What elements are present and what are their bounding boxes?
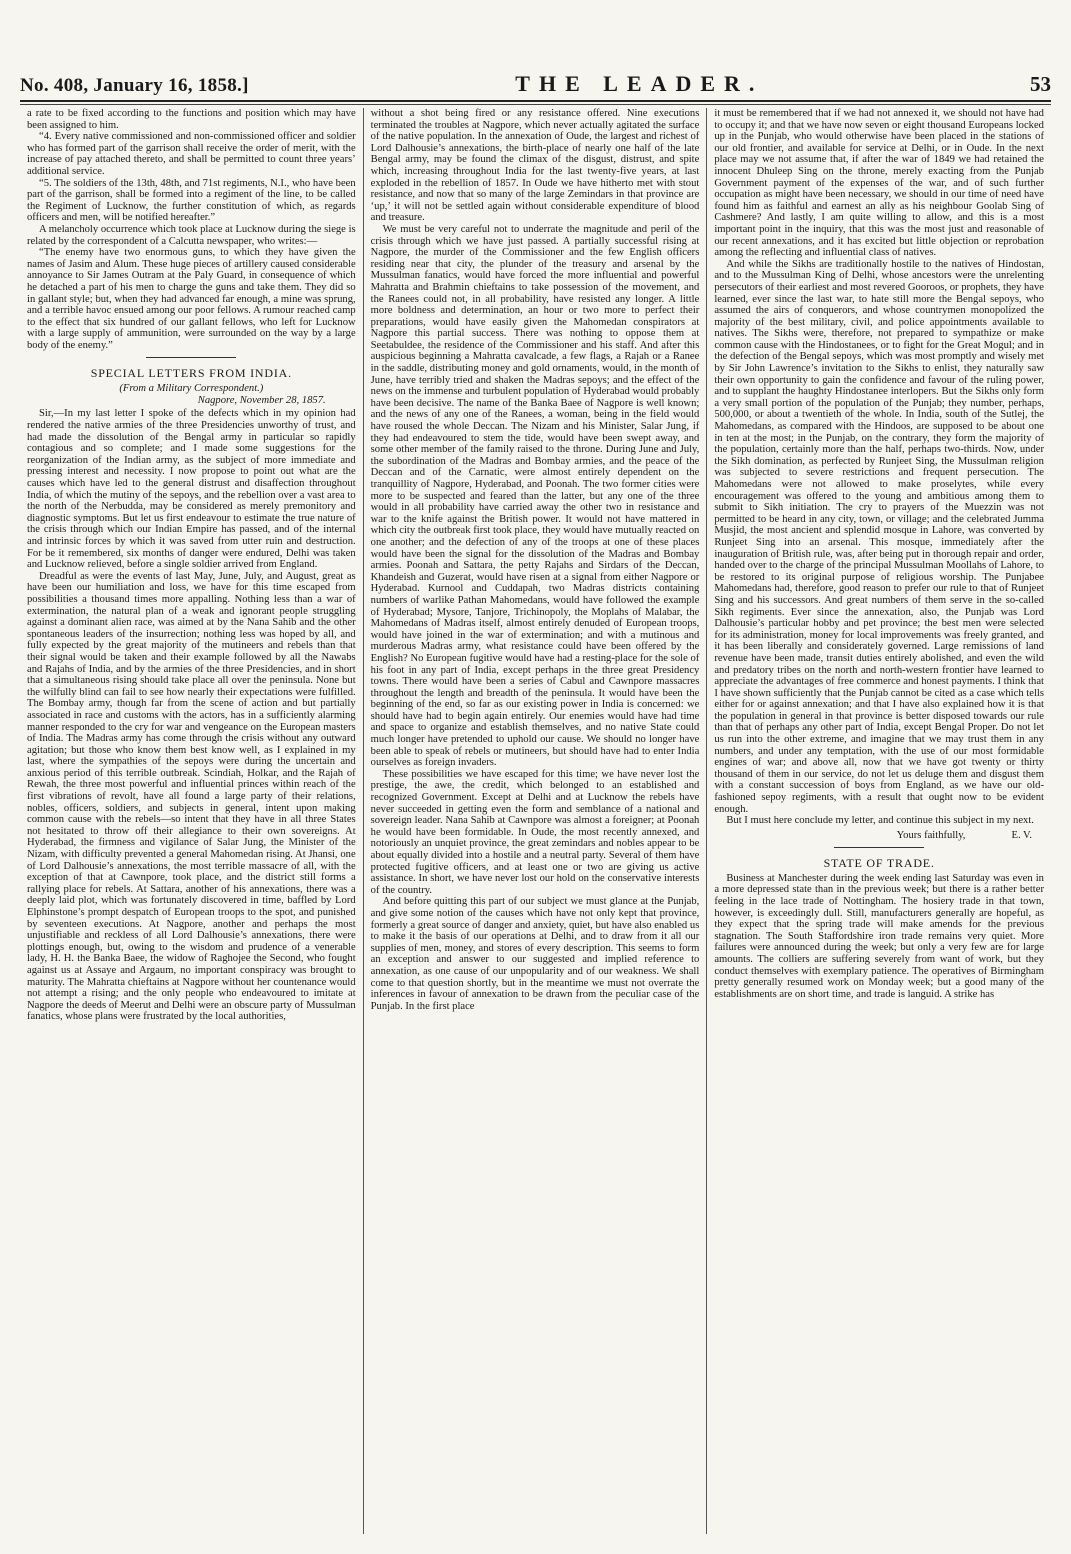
section-subheading: (From a Military Correspondent.) <box>119 383 264 395</box>
section-heading: STATE OF TRADE. <box>823 855 935 870</box>
column-1 <box>20 108 364 1534</box>
paragraph: But I must here conclude my letter, and continue this subject in my next. <box>726 815 1034 827</box>
paragraph: “5. The soldiers of the 13th, 48th, and 71st regiments, N.I., who have been part of the garrison, shall be formed into a regiment of the line, to be called the Regiment of Lucknow, the further constitution of which, as regards officers and men, will be notified hereafter.” <box>27 177 356 224</box>
dateline: Nagpore, November 28, 1857. <box>197 395 326 407</box>
paragraph: These possibilities we have escaped for this time; we have never lost the prestige, the awe, the credit, which belonged to an established and recognized Government. Except at Delhi and at Lucknow the rebels have never succeeded in getting even the form and semblance of a national and sovereign leader. Nana Sahib at Cawnpore was almost a foreigner; at Poonah he would have been formidable. In Oude, the most recently annexed, and notoriously an unquiet province, the great zemindars and nobles appear to be about equally divided into a hostile and a neutral party. Several of them have protected fugitive officers, and at least one or two are giving us active assistance. In short, we have never lost our hold on the conservative interests of the country. <box>370 768 700 896</box>
section-heading: SPECIAL LETTERS FROM INDIA. <box>90 366 292 381</box>
paragraph: it must be remembered that if we had not annexed it, we should not have had to occupy it; and that we have now seven or eight thousand Europeans locked up in the Punjab, who would otherwise have been placed in the stations of our old frontier, and available for service at Delhi, or in Oude. In the next place may we not assume that, if after the war of 1849 we had retained the innocent Dhuleep Sing on the throne, merely exacting from the Punjab Government payment of the expenses of the war, and of such further occupation as might have been necessary, we should in our time of need have found him as faithful and earnest an ally as his neighbour Goolab Sing of Cashmere? And lastly, I am quite willing to allow, and this is a most important point in the inquiry, that this was the most just and reasonable of our recent annexations, and it has excited but little objection or reprobation among the reflecting and influential class of natives. <box>714 108 1044 259</box>
newspaper-title: THE LEADER. <box>515 71 764 96</box>
header-rule <box>20 104 1051 105</box>
paragraph: a rate to be fixed according to the functions and position which may have been assigned to him. <box>27 108 356 131</box>
page-number: 53 <box>1030 72 1051 96</box>
column-3 <box>707 108 1051 1534</box>
paragraph: And before quitting this part of our subject we must glance at the Punjab, and give some notion of the causes which have not only kept that province, formerly a great source of danger and anxiety, quiet, but have also enabled us to make it the basis of our operations at Delhi, and to draw from it all our supplies of men, money, and stores of every description. This seems to form an exception and answer to our suggested and implied reference to annexation, as one cause of our unpopularity and of our weakness. We shall come to that question shortly, but in the meantime we must not overrate the inferences in favour of annexation to be drawn from the peculiar case of the Punjab. In the first place <box>370 896 700 1012</box>
issue-info: No. 408, January 16, 1858.] <box>20 75 249 96</box>
section-divider <box>146 357 236 358</box>
column-2 <box>364 108 708 1534</box>
paragraph: Business at Manchester during the week ending last Saturday was even in a more depressed state than in the previous week; but there is a rather better feeling in the lace trade of Nottingham. The hosiery trade in that town, however, is exceedingly dull. Still, manufacturers generally are hopeful, as they expect that the spring trade will make amends for the previous stagnation. The South Staffordshire iron trade remains very quiet. More failures were announced during the week; but only a very few are for large amounts. The colliers are suffering severely from want of work, but they conduct themselves with exemplary patience. The operatives of Birmingham pretty generally resumed work on Monday week; but a good many of the establishments are on short time, and trade is languid. A strike has <box>714 872 1044 1000</box>
paragraph: And while the Sikhs are traditionally hostile to the natives of Hindostan, and to the Mussulman King of Delhi, whose ancestors were the unrelenting persecutors of their earliest and most revered Gooroos, or prophets, they have learned, ever since the last war, to hate still more the Bengal sepoys, who assumed the airs of conquerors, and whose countrymen monopolized the majority of the best military, civil, and police appointments available to natives. The Sikhs were, therefore, not prepared to sympathize or make common cause with the Hindostanees, or to fight for the Great Mogul; and in the defection of the Bengal sepoys, which was most promptly and wisely met by Sir John Lawrence’s invitation to the Sikhs to enlist, they naturally saw their own opportunity to gain the confidence and favour of the ruling power, and to supplant the haughty Hindostanee interlopers. But the Sikhs only form a very small portion of the population of the Punjab; they number, perhaps, 500,000, or about a twentieth of the whole. In India, south of the Sutlej, the Mahomedans, as compared with the Hindoos, are supposed to be about one in ten at the most; in the Punjab, on the contrary, they form the majority of the population, certainly more than the half, perhaps two-thirds. Now, under the Sikh domination, as perfected by Runjeet Sing, the Mussulman religion was subjected to severe restrictions and frequent persecution. The Mahomedans were not allowed to make proselytes, while every encouragement was offered to the young and ambitious among them to submit to Sikh initiation. The cry to prayers of the Muezzin was not permitted to be heard in any city, town, or village; and the celebrated Jumma Musjid, the most ancient and splendid mosque in Lahore, was converted by Runjeet Sing into an arsenal. This mosque, immediately after the inauguration of British rule, was, after being put in thorough repair and order, handed over to the charge of the principal Mussulman Moollahs of Lahore, to be restored to its original purpose of religious worship. The Punjabee Mahomedans had, therefore, good reason to prefer our rule to that of Runjeet Sing and his successors. And great numbers of them serve in the so-called Sikh regiments. Ever since the annexation, also, the Punjab was Lord Dalhousie’s particular hobby and pet province; the best men were selected for its administration, money for local improvements was freely granted, and it has been liberally and considerately governed. Large remissions of land revenue have been made, transit duties entirely abolished, and even the wild and predatory tribes on the north and north-western frontier have learned to appreciate the advantages of free commerce and honest payments. I think that I have shown sufficiently that the Punjab cannot be cited as a case which tells either for or against annexation; and that I have also explained how it is that the population in general in that province is better disposed towards our rule than that of perhaps any other part of India, except Bengal Proper. Do not let us run into the other extreme, and imagine that we may trust them in any numbers, and under any temptation, with the use of our most formidable engines of war; and above all, now that we have got twenty or thirty thousand of them in our service, do not let us deluge them and disgust them with a constant succession of boys from England, as we have our old-fashioned sepoy regiments, with a result that ought now to be evident enough. <box>714 258 1044 815</box>
article-columns <box>20 108 1051 1534</box>
paragraph: “4. Every native commissioned and non-commissioned officer and soldier who has formed part of the garrison shall receive the order of merit, with the increase of pay attached thereto, and shall be permitted to count three years’ additional service. <box>27 131 356 177</box>
signoff-closing: Yours faithfully, <box>896 829 966 841</box>
paragraph: Dreadful as were the events of last May, June, July, and August, great as have been our humiliation and loss, we have for this time escaped from possibilities a thousand times more appalling. Nothing less than a war of extermination, the natural plan of a weak and ignorant people struggling against a dominant alien race, was aimed at by the Nana Sahib and the other spontaneous leaders of the insurrection; nothing less was hoped by all, and fully expected by the great majority of the mutineers and rebels than that their signal would be taken and their example followed by all the Nawabs and Rajahs of India, and by the armies of the three Presidencies, and in short that a simultaneous rising should take place all over the peninsula. None but the wilfully blind can fail to see how nearly their expectations were fulfilled. The Bombay army, though far from the scene of action and but partially associated in race and customs with the actors, has in a sufficiently alarming manner responded to the cry for war and vengeance on the European masters of India. The Madras army has come through the crisis without any outward agitation; but those who know them best know well, as I explained in my last, where the sympathies of the sepoys were during the uncertain and anxious period of this terrible outbreak. Scindiah, Holkar, and the Rajah of Rewah, the three most powerful and influential princes within reach of the first vibrations of revolt, have all found a large party of their relations, nobles, officers, soldiers, and subjects in general, intent upon making common cause with the rebels—so intent that they have in all three States not hesitated to throw off their allegiance to their own sovereigns. At Hyderabad, the firmness and vigilance of Salar Jung, the Minister of the Nizam, with difficulty prevented a general Mahomedan rising. At Jhansi, one of Lord Dalhousie’s annexations, the most terrible massacre of all, with the exception of that at Cawnpore, took place, and the district still forms a rallying place for rebels. At Sattara, another of his annexations, there was a deeply laid plot, which was fortunately discovered in time, baffled by Lord Elphinstone’s prompt despatch of European troops to the spot, and punished by seventeen executions. At Nagpore, another and perhaps the most unjustifiable and reckless of all Lord Dalhousie’s annexations, there were plottings enough, but, owing to the wisdom and prudence of a venerable lady, H. H. the Banka Baee, the widow of Raghojee the Second, who fought against us at Assaye and Argaum, no important conspiracy was brought to maturity. The Mahratta chieftains at Nagpore without her countenance would not attempt a rising; and the only people who endeavoured to imitate at Nagpore the deeds of Meerut and Delhi were an obscure party of Mussulman fanatics, whose plans were frustrated by the local authorities, <box>27 570 356 1023</box>
signoff-initials: E. V. <box>1011 829 1032 841</box>
paragraph: Sir,—In my last letter I spoke of the defects which in my opinion had rendered the native armies of the three Presidencies unworthy of trust, and had made the dissolution of the Bengal army in particular so rapidly contagious and so complete; and I made some suggestions for the reorganization of the Indian army, as the subject of more immediate and pressing interest and necessity. I now propose to point out what are the causes which have led to the general distrust and disaffection throughout India, of which the mutiny of the sepoys, and the rebellion over a vast area to the north of the Nerbudda, may be considered as merely premonitory and diagnostic symptoms. But let us first endeavour to estimate the true nature of the crisis through which our Indian Empire has passed, and of the internal and intrinsic forces by which it was saved from utter ruin and destruction. For be it remembered, six months of danger were endured, Delhi was taken and Lucknow relieved, before a single soldier arrived from England. <box>27 408 356 571</box>
masthead <box>20 70 1051 102</box>
paragraph: We must be very careful not to underrate the magnitude and peril of the crisis through which we have just passed. A partially successful rising at Nagpore, the murder of the Commissioner and the few English officers residing near that city, the plunder of the treasury and arsenal by the Mussulman fanatics, would have forced the more influential and powerful Mahratta and Brahmin chieftains to take possession of the movement, and the Ranees could not, in all probability, have resisted any longer. A little more boldness and determination, an hour or two more to perfect their preparations, would have easily given the Mahomedan conspirators at Nagpore this partial success. There was nothing to oppose them at Seetabuldee, the residence of the Commissioner and his staff. And after this auspicious beginning a Mahratta cavalcade, a few flags, a Rajah or a Ranee in the saddle, distributing money and gold ornaments, would, in the month of June, have terribly tried and shaken the Madras sepoys; and the effect of the news on the immense and turbulent population of Hyderabad would probably have been decisive. The name of the Banka Baee of Nagpore is well known; and the news of any one of the Ranees, a woman, being in the field would have roused the whole Deccan. The Nizam and his Minister, Salar Jung, if they had endeavoured to stem the tide, would have been swept away, and some other member of the family raised to the throne. During June and July, the subordination of the Madras and Bombay armies, and the peace of the Deccan and of the Carnatic, were almost entirely dependent on the tranquillity of Nagpore, Hyderabad, and Poonah. The two former cities were more to be suspected and feared than the latter, but any one of the three would in all probability have carried away the other two in resistance and war to the knife against the British power. It would not have mattered in which city the outbreak first took place, they would have mutually reacted on one another; and the defection of any of the troops at one of these places would have been the signal for the dissolution of the Madras and Bombay armies. Poonah and Sattara, the petty Rajahs and Sirdars of the Deccan, Khandeish and Guzerat, would have risen at a signal from either Nagpore or Hyderabad. Kurnool and Cuddapah, two Madras districts containing numbers of warlike Pathan Mahomedans, would have followed the example of Hyderabad; Mysore, Tanjore, Trichinopoly, the Moplahs of Malabar, the Mahomedans of Madras itself, almost entirely denuded of European troops, would have joined in the war of extermination; and with a mutinous and murderous Madras army, what resistance could have been offered by the English? No European fugitive would have had a resting-place for the sole of his foot in any part of India, except perhaps in the three great Presidency towns. There would have been a series of Cabul and Cawnpore massacres throughout the length and breadth of the peninsula. It would have been the beginning of the end, so far as our existing power in India is concerned: we should have had to begin again entirely. Our enemies would have had time and space to organize and establish themselves, and no native State could much longer have pretended to uphold our cause. We should no longer have been able to speak of rebels or mutineers, but should have had to enter India ourselves as foreign invaders. <box>370 223 700 769</box>
paragraph: A melancholy occurrence which took place at Lucknow during the siege is related by the correspondent of a Calcutta newspaper, who writes:— <box>27 223 356 247</box>
section-divider <box>834 847 924 848</box>
paragraph: without a shot being fired or any resistance offered. Nine executions terminated the troubles at Nagpore, which never actually agitated the surface of the native population. In the annexation of Oude, the largest and richest of Lord Dalhousie’s annexations, the birth-place of nearly one half of the late Bengal army, may be found the climax of the disgust, distrust, and spite which, increasing throughout India for the last twenty-five years, at last exploded in the rebellion of 1857. In Oude we have hitherto met with stout resistance, and now that so many of the large Zemindars in that province are ‘up,’ it will not be settled again without considerable expenditure of blood and treasure. <box>370 108 700 224</box>
letter-signoff <box>714 830 1032 841</box>
paragraph: “The enemy have two enormous guns, to which they have given the names of Jasim and Alum. These huge pieces of artillery caused considerable annoyance to Sir James Outram at the Paly Guard, in consequence of which he detached a part of his men to charge the guns and take them. They did so in gallant style; but, when they had advanced far enough, a mine was sprung, and a terrible havoc ensued among our poor fellows. A rumour reached camp to the effect that six hundred of our gallant fellows, who left for Lucknow with a large supply of ammunition, were surrounded on the way by a large body of the enemy.” <box>27 247 356 351</box>
